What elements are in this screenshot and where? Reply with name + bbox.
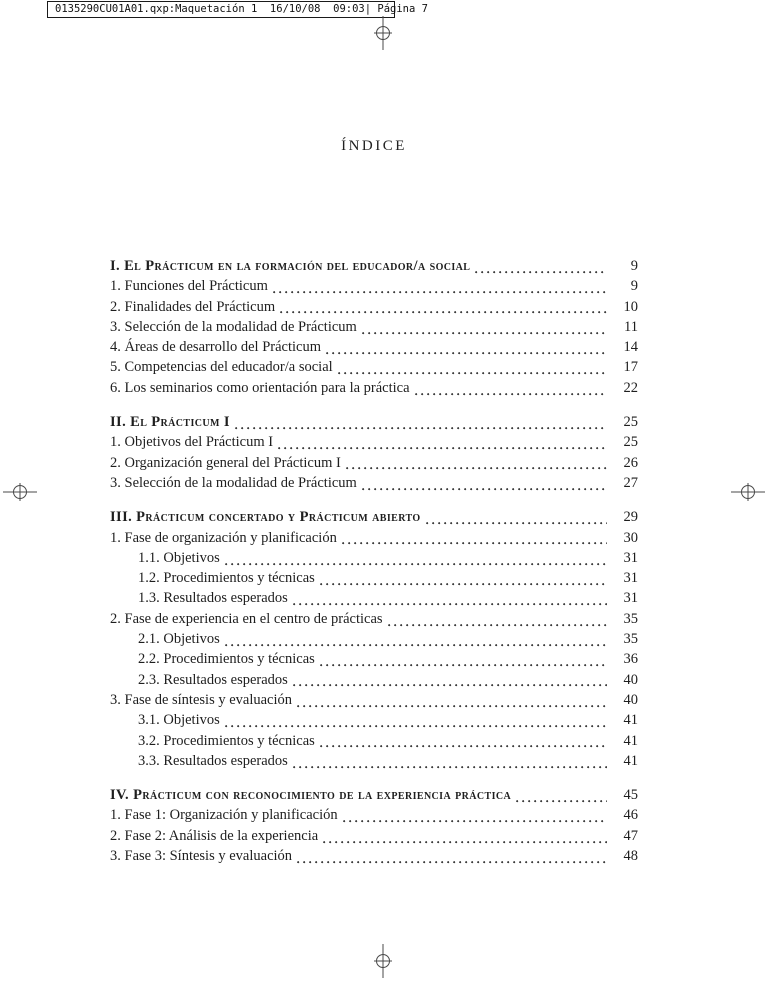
toc-entry-page-number: 9 (630, 258, 638, 274)
toc-entry-label: IV. Prácticum con reconocimiento de la experiencia práctica (110, 787, 512, 804)
toc-item-row (110, 530, 638, 550)
toc-entry-page-number: 22 (623, 379, 638, 396)
dot-leader (297, 705, 607, 708)
toc-entry-label: 1. Objetivos del Prácticum I (110, 434, 274, 451)
dot-leader (293, 603, 607, 606)
toc-section (110, 787, 638, 868)
toc-entry-label: 3. Fase de síntesis y evaluación (110, 691, 293, 708)
toc-entry-page-number: 41 (623, 752, 638, 769)
toc-heading-row (110, 414, 638, 434)
toc-item-row (110, 550, 638, 570)
dot-leader (426, 522, 607, 525)
toc-entry-page-number: 9 (630, 278, 638, 295)
toc-entry-page-number: 26 (623, 454, 638, 471)
dot-leader (225, 644, 607, 647)
toc-section (110, 258, 638, 400)
toc-entry-label: 1. Fase de organización y planificación (110, 529, 337, 546)
toc-entry-label: 1.2. Procedimientos y técnicas (138, 570, 315, 587)
dot-leader (362, 488, 607, 491)
toc-item-row (110, 631, 638, 651)
toc-entry-page-number: 17 (623, 359, 638, 376)
toc-item-row (110, 475, 638, 495)
toc-entry-page-number: 31 (623, 549, 638, 566)
dot-leader (225, 563, 607, 566)
toc-entry-page-number: 40 (623, 691, 638, 708)
toc-item-row (110, 672, 638, 692)
toc-entry-page-number: 25 (623, 434, 638, 451)
toc-entry-label: 5. Competencias del educador/a social (110, 359, 333, 376)
dot-leader (343, 820, 607, 823)
toc-entry-page-number: 41 (623, 712, 638, 729)
toc-item-row (110, 611, 638, 631)
registration-mark-bottom-icon (366, 944, 400, 978)
toc-entry-page-number: 45 (623, 787, 638, 804)
toc-entry-page-number: 10 (623, 298, 638, 315)
dot-leader (280, 311, 607, 314)
dot-leader (293, 684, 607, 687)
toc-entry-page-number: 11 (624, 318, 638, 335)
toc-item-row (110, 733, 638, 753)
registration-mark-top-icon (366, 16, 400, 50)
dot-leader (235, 427, 607, 430)
toc-item-row (110, 319, 638, 339)
dot-leader (293, 766, 607, 769)
toc-entry-label: 3. Selección de la modalidad de Prácticum (110, 318, 357, 335)
toc-entry-page-number: 40 (623, 671, 638, 688)
registration-mark-left-icon (3, 475, 37, 509)
toc-entry-page-number: 41 (623, 732, 638, 749)
toc-entry-label: 6. Los seminarios como orientación para la práctica (110, 379, 410, 396)
toc-entry-page-number: 31 (623, 590, 638, 607)
toc-heading-row (110, 509, 638, 529)
dot-leader (278, 447, 607, 450)
toc-item-row (110, 339, 638, 359)
toc-entry-label: III. Prácticum concertado y Prácticum abierto (110, 509, 421, 526)
toc-item-row (110, 692, 638, 712)
toc-entry-page-number: 14 (623, 339, 638, 356)
toc-entry-page-number: 48 (623, 848, 638, 865)
dot-leader (362, 332, 607, 335)
toc-entry-label: 4. Áreas de desarrollo del Prácticum (110, 339, 321, 356)
toc-item-row (110, 651, 638, 671)
dot-leader (388, 624, 607, 627)
toc-entry-page-number: 30 (623, 529, 638, 546)
toc-item-row (110, 434, 638, 454)
toc-item-row (110, 380, 638, 400)
toc-entry-label: 1. Funciones del Prácticum (110, 278, 268, 295)
dot-leader (516, 800, 607, 803)
toc-section (110, 509, 638, 773)
toc-entry-label: 1.1. Objetivos (138, 549, 220, 566)
page-title: ÍNDICE (341, 138, 407, 154)
print-slug-box (47, 1, 428, 18)
toc-entry-page-number: 35 (623, 631, 638, 648)
toc-entry-page-number: 46 (623, 807, 638, 824)
toc-entry-page-number: 35 (623, 610, 638, 627)
toc-item-row (110, 299, 638, 319)
dot-leader (320, 583, 607, 586)
dot-leader (323, 841, 607, 844)
registration-mark-right-icon (731, 475, 765, 509)
print-slug-text: 0135290CU01A01.qxp:Maquetación 1 16/10/08 09:03| Página 7 (55, 3, 428, 15)
toc-entry-label: 2. Organización general del Prácticum I (110, 454, 341, 471)
toc-heading-row (110, 258, 638, 278)
toc-entry-page-number: 31 (623, 570, 638, 587)
toc (110, 258, 638, 868)
toc-entry-label: 3.3. Resultados esperados (138, 752, 288, 769)
toc-entry-label: 3.1. Objetivos (138, 712, 220, 729)
toc-item-row (110, 278, 638, 298)
toc-entry-page-number: 29 (623, 509, 638, 526)
toc-entry-label: 3. Fase 3: Síntesis y evaluación (110, 848, 293, 865)
dot-leader (320, 745, 607, 748)
toc-item-row (110, 570, 638, 590)
dot-leader (415, 393, 607, 396)
toc-heading-row (110, 787, 638, 807)
toc-item-row (110, 828, 638, 848)
dot-leader (346, 467, 607, 470)
dot-leader (475, 271, 607, 274)
toc-entry-label: 3.2. Procedimientos y técnicas (138, 732, 315, 749)
toc-entry-page-number: 36 (623, 651, 638, 668)
toc-entry-label: 1.3. Resultados esperados (138, 590, 288, 607)
dot-leader (225, 725, 607, 728)
dot-leader (326, 352, 607, 355)
dot-leader (342, 542, 607, 545)
toc-entry-label: II. El Prácticum I (110, 414, 230, 431)
toc-item-row (110, 807, 638, 827)
toc-entry-label: 2. Finalidades del Prácticum (110, 298, 276, 315)
toc-item-row (110, 712, 638, 732)
toc-entry-label: 2.2. Procedimientos y técnicas (138, 651, 315, 668)
toc-item-row (110, 753, 638, 773)
toc-entry-label: I. El Prácticum en la formación del educador/a social (110, 258, 471, 274)
dot-leader (297, 861, 607, 864)
dot-leader (338, 372, 607, 375)
toc-item-row (110, 455, 638, 475)
toc-entry-label: 2.1. Objetivos (138, 631, 220, 648)
dot-leader (273, 291, 607, 294)
toc-item-row (110, 848, 638, 868)
toc-entry-label: 1. Fase 1: Organización y planificación (110, 807, 338, 824)
toc-entry-page-number: 27 (623, 474, 638, 491)
toc-entry-label: 2. Fase de experiencia en el centro de prácticas (110, 610, 383, 627)
toc-entry-page-number: 25 (623, 414, 638, 431)
toc-item-row (110, 590, 638, 610)
dot-leader (320, 664, 607, 667)
toc-entry-page-number: 47 (623, 827, 638, 844)
toc-entry-label: 2.3. Resultados esperados (138, 671, 288, 688)
toc-entry-label: 3. Selección de la modalidad de Prácticum (110, 474, 357, 491)
toc-section (110, 414, 638, 495)
toc-item-row (110, 359, 638, 379)
toc-entry-label: 2. Fase 2: Análisis de la experiencia (110, 827, 319, 844)
